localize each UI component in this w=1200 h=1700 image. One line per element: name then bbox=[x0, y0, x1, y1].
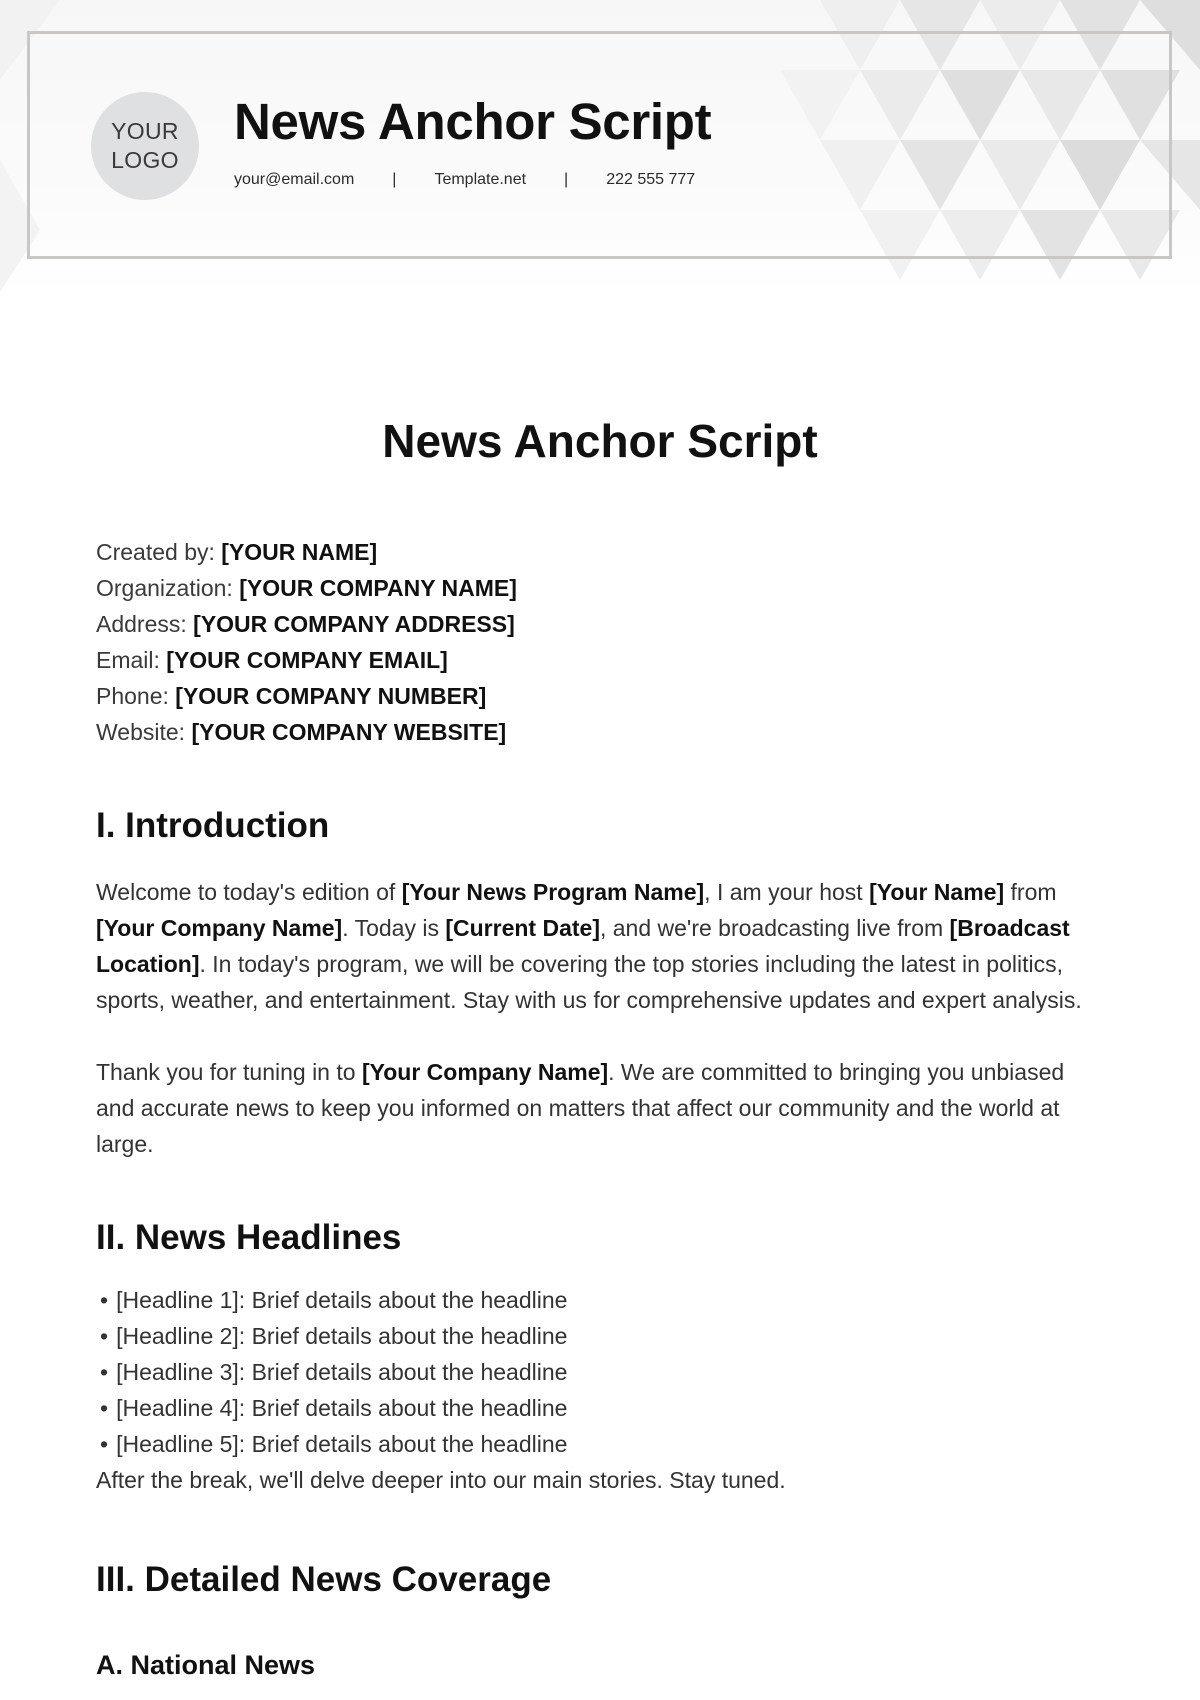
info-organization bbox=[96, 570, 517, 606]
section-heading-coverage: III. Detailed News Coverage bbox=[96, 1560, 552, 1599]
info-email bbox=[96, 642, 517, 678]
header-banner bbox=[0, 0, 1200, 292]
info-phone bbox=[96, 678, 517, 714]
intro-paragraph-1: Welcome to today's edition of [Your News Program Name], I am your host [Your Name] from [Your Company Name]. Today is [Current Date], and we're broadcasting live from [Broadcast Location]. In today's program, we will be covering the top stories including the latest in politics, sports, weather, and entertainment. Stay with us for comprehensive updates and expert analysis. bbox=[96, 879, 1082, 1013]
subsection-heading-national-news: A. National News bbox=[96, 1650, 316, 1680]
header-phone: 222 555 777 bbox=[606, 171, 696, 188]
logo-placeholder bbox=[91, 92, 199, 200]
info-address bbox=[96, 606, 517, 642]
info-created-by bbox=[96, 534, 517, 570]
info-value: [YOUR COMPANY WEBSITE] bbox=[191, 719, 507, 745]
header-email: your@email.com bbox=[234, 171, 355, 188]
list-item: • [Headline 2]: Brief details about the headline bbox=[100, 1318, 567, 1354]
info-label: Email: bbox=[96, 647, 160, 673]
info-value: [YOUR COMPANY EMAIL] bbox=[166, 647, 448, 673]
info-label: Website: bbox=[96, 719, 186, 745]
info-value: [YOUR COMPANY ADDRESS] bbox=[193, 611, 515, 637]
info-value: [YOUR NAME] bbox=[221, 539, 378, 565]
separator: | bbox=[564, 171, 569, 188]
header-website: Template.net bbox=[434, 171, 527, 188]
info-value: [YOUR COMPANY NUMBER] bbox=[175, 683, 487, 709]
info-website bbox=[96, 714, 517, 750]
document-title: News Anchor Script bbox=[382, 415, 818, 467]
logo-text-line2: LOGO bbox=[111, 147, 179, 173]
separator: | bbox=[392, 171, 397, 188]
info-label: Created by: bbox=[96, 539, 215, 565]
contact-row bbox=[234, 171, 695, 189]
info-label: Address: bbox=[96, 611, 187, 637]
section-heading-introduction: I. Introduction bbox=[96, 806, 330, 845]
list-item: • [Headline 5]: Brief details about the headline bbox=[100, 1426, 567, 1462]
info-block bbox=[96, 534, 517, 750]
list-item: • [Headline 3]: Brief details about the headline bbox=[100, 1354, 567, 1390]
info-label: Phone: bbox=[96, 683, 169, 709]
intro-paragraph-2: Thank you for tuning in to [Your Company Name]. We are committed to bringing you unbiased and accurate news to keep you informed on matters that affect our community and the world at large. bbox=[96, 1059, 1065, 1157]
info-value: [YOUR COMPANY NAME] bbox=[239, 575, 517, 601]
headline-list bbox=[100, 1282, 567, 1462]
headlines-closing: After the break, we'll delve deeper into our main stories. Stay tuned. bbox=[96, 1467, 786, 1493]
list-item: • [Headline 4]: Brief details about the headline bbox=[100, 1390, 567, 1426]
logo-text-line1: YOUR bbox=[111, 118, 179, 144]
header-title: News Anchor Script bbox=[234, 93, 712, 150]
info-label: Organization: bbox=[96, 575, 233, 601]
section-heading-headlines: II. News Headlines bbox=[96, 1218, 402, 1257]
list-item: • [Headline 1]: Brief details about the headline bbox=[100, 1282, 567, 1318]
